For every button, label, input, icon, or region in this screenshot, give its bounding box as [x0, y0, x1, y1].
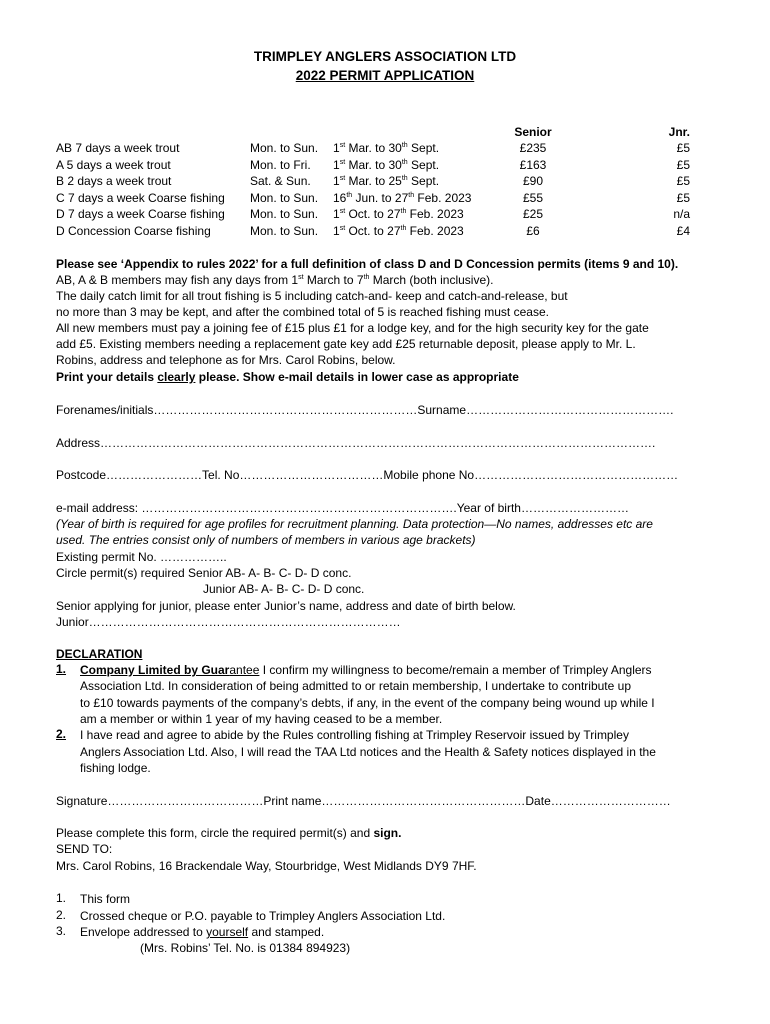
enclosure-item: This form: [80, 892, 131, 906]
declaration-number-2: 2.: [56, 727, 67, 741]
declaration-item-1-line-4: am a member or within 1 year of my having ceased to be a member.: [80, 712, 443, 726]
permit-type: A 5 days a week trout: [56, 157, 171, 172]
permit-days: Mon. to Sun.: [250, 223, 319, 238]
junior-price: £5: [676, 157, 690, 172]
permit-period: 16th Jun. to 27th Feb. 2023: [333, 190, 472, 205]
junior-column-header: Jnr.: [668, 125, 690, 139]
declaration-item-1-line-2: Association Ltd. In consideration of being admitted to or retain membership, I undertake to contribute up: [80, 679, 631, 693]
year-of-birth-note-2: used. The entries consist only of numbers of members in various age brackets): [56, 533, 476, 547]
permit-period: 1st Mar. to 30th Sept.: [333, 141, 440, 155]
joining-fee-line-1: All new members must pay a joining fee of £15 plus £1 for a lodge key, and for the high security key for the gate: [56, 321, 649, 335]
permit-type: C 7 days a week Coarse fishing: [56, 190, 225, 205]
enclosure-number: 2.: [56, 907, 67, 922]
declaration-item-2-line-3: fishing lodge.: [80, 761, 151, 775]
enclosure-item: Envelope addressed to yourself and stamped.: [80, 925, 325, 939]
senior-price: £90: [522, 174, 544, 188]
permit-days: Sat. & Sun.: [250, 174, 311, 188]
junior-price: £5: [676, 174, 690, 188]
junior-field[interactable]: Junior……………………………………………………………………: [56, 615, 401, 629]
declaration-item-1-line-1: Company Limited by Guarantee I confirm my willingness to become/remain a member of Trimpley Anglers: [80, 663, 652, 677]
existing-permit-field[interactable]: Existing permit No. ……………..: [56, 550, 227, 564]
circle-permit-senior[interactable]: Circle permit(s) required Senior AB- A- B- C- D- D conc.: [56, 566, 352, 580]
permit-type: AB 7 days a week trout: [56, 141, 180, 155]
junior-price: £5: [676, 190, 690, 205]
permit-days: Mon. to Fri.: [250, 157, 311, 172]
phone-fields[interactable]: Postcode……………………Tel. No………………………………Mobile phone No……………………………………………: [56, 468, 679, 482]
permit-period: 1st Mar. to 30th Sept.: [333, 157, 440, 172]
declaration-item-2-line-2: Anglers Association Ltd. Also, I will read the TAA Ltd notices and the Health & Safety notices displayed in the: [80, 745, 656, 759]
junior-price: n/a: [673, 207, 690, 221]
circle-permit-junior[interactable]: Junior AB- A- B- C- D- D conc.: [203, 582, 365, 596]
form-title: 2022 PERMIT APPLICATION: [295, 68, 475, 83]
price-table-row: [0, 174, 770, 190]
price-table-row: [0, 141, 770, 157]
permit-period: 1st Mar. to 25th Sept.: [333, 174, 440, 188]
joining-fee-line-2: add £5. Existing members needing a replacement gate key add £25 returnable deposit, please apply to Mr. L.: [56, 337, 636, 351]
complete-form-instruction: Please complete this form, circle the required permit(s) and sign.: [56, 826, 402, 840]
permit-type: D Concession Coarse fishing: [56, 223, 211, 238]
permit-days: Mon. to Sun.: [250, 141, 319, 155]
catch-limit-line-1: The daily catch limit for all trout fishing is 5 including catch-and- keep and catch-and-release, but: [56, 289, 568, 303]
senior-price: £163: [519, 157, 547, 172]
declaration-number-1: 1.: [56, 662, 67, 676]
declaration-title: DECLARATION: [56, 647, 143, 661]
price-table-row: [0, 207, 770, 223]
price-table-row: [0, 224, 770, 240]
price-table-row: [0, 191, 770, 207]
print-details-instruction: Print your details clearly please. Show e-mail details in lower case as appropriate: [56, 370, 519, 384]
permit-period: 1st Oct. to 27th Feb. 2023: [333, 223, 464, 238]
year-of-birth-note-1: (Year of birth is required for age profiles for recruitment planning. Data protection—No names, addresses etc are: [56, 517, 653, 531]
declaration-item-2-line-1: I have read and agree to abide by the Rules controlling fishing at Trimpley Reservoir issued by Trimpley: [80, 728, 629, 742]
enclosure-number: 1.: [56, 891, 67, 905]
permit-period: 1st Oct. to 27th Feb. 2023: [333, 207, 464, 221]
enclosure-item: Crossed cheque or P.O. payable to Trimpley Anglers Association Ltd.: [80, 908, 446, 923]
names-field[interactable]: Forenames/initials…………………………………………………………Surname…………………………………………….: [56, 403, 674, 417]
senior-price: £6: [526, 223, 540, 238]
junior-price: £5: [676, 141, 690, 155]
appendix-note: Please see ‘Appendix to rules 2022’ for a full definition of class D and D Concession permits (items 9 and 10).: [56, 257, 679, 271]
telephone-note: (Mrs. Robins’ Tel. No. is 01384 894923): [140, 941, 351, 955]
signature-fields[interactable]: Signature…………………………………Print name……………………………………………Date…………………………: [56, 794, 671, 808]
org-title: TRIMPLEY ANGLERS ASSOCIATION LTD: [253, 49, 517, 64]
permit-type: D 7 days a week Coarse fishing: [56, 207, 225, 221]
address-field[interactable]: Address………………………………………………………………………………………………………………………….: [56, 436, 656, 450]
enclosure-number: 3.: [56, 924, 67, 938]
senior-price: £235: [519, 141, 547, 155]
catch-limit-line-2: no more than 3 may be kept, and after the combined total of 5 is reached fishing must cease.: [56, 305, 549, 319]
price-table-row: [0, 158, 770, 174]
permit-days: Mon. to Sun.: [250, 190, 319, 205]
permit-type: B 2 days a week trout: [56, 174, 172, 188]
senior-price: £55: [522, 190, 544, 205]
send-to-label: SEND TO:: [56, 842, 113, 856]
price-table-header: [0, 125, 770, 141]
joining-fee-line-3: Robins, address and telephone as for Mrs. Carol Robins, below.: [56, 353, 396, 367]
declaration-item-1-line-3: to £10 towards payments of the company’s debts, if any, in the event of the company being wound up while I: [80, 696, 655, 710]
senior-column-header: Senior: [514, 125, 552, 139]
ab-fishing-days-note: AB, A & B members may fish any days from 1st March to 7th March (both inclusive).: [56, 273, 494, 287]
senior-for-junior-note: Senior applying for junior, please enter Junior’s name, address and date of birth below.: [56, 599, 516, 613]
junior-price: £4: [676, 223, 690, 238]
send-to-address: Mrs. Carol Robins, 16 Brackendale Way, Stourbridge, West Midlands DY9 7HF.: [56, 859, 477, 873]
senior-price: £25: [522, 207, 544, 221]
permit-days: Mon. to Sun.: [250, 207, 319, 221]
email-field[interactable]: e-mail address: …………………………………………………………………….Year of birth………………………: [56, 501, 629, 515]
